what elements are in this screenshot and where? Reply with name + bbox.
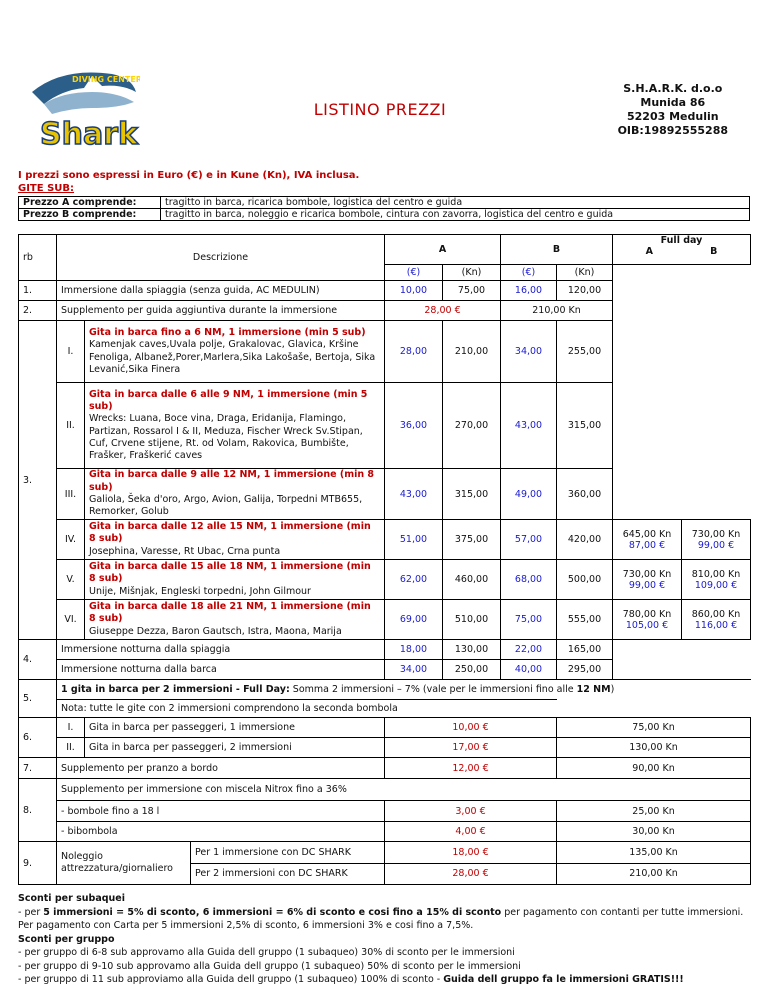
gita-a-eur: 69,00 — [385, 600, 443, 640]
row-7-kn: 90,00 Kn — [557, 758, 751, 779]
row-6-rb: 6. — [19, 718, 57, 758]
row-4-desc: Immersione notturna dalla barca — [57, 660, 385, 680]
gita-fd-a-eur: 99,00 € — [628, 579, 666, 591]
row-2-eur: 28,00 € — [385, 301, 501, 321]
row-5-empty — [557, 700, 751, 718]
intro-currency-note: I prezzi sono espressi in Euro (€) e in Kune (Kn), IVA inclusa. — [18, 170, 360, 181]
gita-desc — [85, 520, 385, 560]
row-6-desc: Gita in barca per passeggeri, 1 immersione — [85, 718, 385, 738]
row-8-head: Supplemento per immersione con miscela Nitrox fino a 36% — [57, 779, 751, 801]
company-street: Munida 86 — [640, 96, 706, 109]
row-2-kn: 210,00 Kn — [501, 301, 613, 321]
shark-logo — [22, 62, 140, 154]
logo-shark-text: Shark — [40, 117, 138, 152]
gita-b-eur: 68,00 — [501, 560, 557, 600]
gita-row — [19, 600, 751, 640]
gita-sites: Galiola, Šeka d'oro, Argo, Avion, Galija, Torpedni MTB655, Remorker, Golub — [89, 494, 363, 518]
row-5-text-d: ) — [610, 684, 615, 695]
row-9-desc: Per 2 immersioni con DC SHARK — [195, 868, 348, 880]
price-a-label: Prezzo A comprende: — [19, 197, 161, 209]
col-rb-header: rb — [19, 235, 57, 281]
intro-section-title: GITE SUB: — [18, 183, 75, 194]
row-8-desc: - bibombola — [57, 822, 385, 842]
price-b-text: tragitto in barca, noleggio e ricarica bombole, cintura con zavorra, logistica del centro e guida — [161, 209, 750, 221]
row-7-eur: 12,00 € — [385, 758, 557, 779]
gita-a-kn: 270,00 — [443, 383, 501, 469]
row-5-text-b: Somma 2 immersioni – 7% (vale per le immersioni fino alle — [289, 684, 577, 695]
gita-fd-b-eur: 99,00 € — [697, 539, 735, 551]
row-9-body — [57, 842, 385, 885]
discount-line-5a: - per gruppo di 11 sub approviamo alla Guida dell gruppo (1 subaqueo) 100% di sconto - — [18, 974, 444, 985]
row-1-b-eur: 16,00 — [501, 281, 557, 301]
discount-notes — [18, 892, 750, 987]
row-1-a-eur: 10,00 — [385, 281, 443, 301]
row-6-eur: 10,00 € — [385, 718, 557, 738]
gita-a-kn: 460,00 — [443, 560, 501, 600]
gita-desc — [85, 600, 385, 640]
row-6-num: I. — [57, 718, 85, 738]
row-6a — [19, 718, 751, 738]
gita-fd-b-kn: 860,00 Kn — [691, 608, 741, 620]
price-definitions — [18, 196, 750, 221]
gita-fd-b-kn: 810,00 Kn — [691, 568, 741, 580]
fd-empty — [682, 660, 751, 680]
row-6-eur: 17,00 € — [385, 738, 557, 758]
gita-row — [19, 520, 751, 560]
discount-line-1c: per pagamento con contanti per tutte immersioni. — [501, 906, 744, 918]
page-title: LISTINO PREZZI — [313, 100, 447, 119]
col-desc-header: Descrizione — [57, 235, 385, 281]
row-7 — [19, 758, 751, 779]
price-a-text: tragitto in barca, ricarica bombole, logistica del centro e guida — [161, 197, 750, 209]
row-9-items — [191, 842, 384, 884]
gita-b-eur: 57,00 — [501, 520, 557, 560]
gita-sites: Kamenjak caves,Uvala polje, Grakalovac, Glavica, Kršine Fenoliga, Albanež,Porer,Marlera,Sika Lakošaše, Bertoja, Sika Levanić,Sika Finera — [89, 339, 376, 375]
gita-fd-a-eur: 87,00 € — [628, 539, 666, 551]
fd-empty — [613, 660, 682, 680]
row-8b — [19, 822, 751, 842]
row-9-eur: 28,00 € — [385, 863, 557, 885]
row-5-text-a: 1 gita in barca per 2 immersioni - Full Day: — [61, 684, 290, 695]
row-5-nota: Nota: tutte le gite con 2 immersioni comprendono la seconda bombola — [57, 700, 557, 718]
gita-b-eur: 49,00 — [501, 469, 557, 520]
fullday-sub — [617, 246, 746, 257]
row-6-desc: Gita in barca per passeggeri, 2 immersioni — [85, 738, 385, 758]
gita-b-kn: 420,00 — [557, 520, 613, 560]
gita-head: Gita in barca dalle 12 alle 15 NM, 1 immersione (min 8 sub) — [89, 521, 371, 545]
discount-line-1b: 5 immersioni = 5% di sconto, 6 immersioni = 6% di sconto e cosi fino a 15% di sconto — [43, 906, 502, 918]
b-eur-header: (€) — [501, 265, 557, 281]
gita-b-eur: 75,00 — [501, 600, 557, 640]
fd-empty — [682, 640, 751, 660]
row-2 — [19, 301, 751, 321]
gita-a-eur: 36,00 — [385, 383, 443, 469]
row-8-kn: 25,00 Kn — [557, 801, 751, 822]
gita-head: Gita in barca dalle 18 alle 21 NM, 1 immersione (min 8 sub) — [89, 601, 371, 625]
gita-desc — [85, 321, 385, 383]
row-6-kn: 130,00 Kn — [557, 738, 751, 758]
gita-head: Gita in barca dalle 15 alle 18 NM, 1 immersione (min 8 sub) — [89, 561, 371, 585]
row-1-a-kn: 75,00 — [443, 281, 501, 301]
gita-a-eur: 62,00 — [385, 560, 443, 600]
b-kn-header: (Kn) — [557, 265, 613, 281]
gita-b-eur: 34,00 — [501, 321, 557, 383]
price-b-row — [19, 209, 750, 221]
row-4-a-kn: 130,00 — [443, 640, 501, 660]
gita-fd-a — [613, 560, 682, 600]
fd-empty — [613, 383, 682, 469]
row-4b — [19, 660, 751, 680]
gita-num: IV. — [57, 520, 85, 560]
gita-fd-a-eur: 105,00 € — [625, 619, 669, 631]
row-1-rb: 1. — [19, 281, 57, 301]
gita-num: VI. — [57, 600, 85, 640]
fullday-b-label: B — [710, 246, 718, 257]
discount-line-1 — [18, 906, 750, 920]
gita-b-eur: 43,00 — [501, 383, 557, 469]
gita-fd-a-kn: 730,00 Kn — [622, 568, 672, 580]
gita-fd-a-kn: 780,00 Kn — [622, 608, 672, 620]
gita-row — [19, 469, 751, 520]
gita-sites: Wrecks: Luana, Boce vina, Draga, Eridanija, Flamingo, Partizan, Rossarol I & II, Meduza, Fischer Wreck Sv.Stipan, Cuf, Crvene stijene, Rt. od Volam, Rakovica, Bumbište, Frašker, Fraškerić caves — [89, 413, 363, 462]
row-8a — [19, 801, 751, 822]
gita-sites: Giuseppe Dezza, Baron Gautsch, Istra, Maona, Marija — [89, 625, 342, 637]
a-kn-header: (Kn) — [443, 265, 501, 281]
row-8-kn: 30,00 Kn — [557, 822, 751, 842]
gita-num: II. — [57, 383, 85, 469]
gita-fd-b-eur: 109,00 € — [694, 579, 738, 591]
header-row-1 — [19, 235, 751, 265]
row-1-b-kn: 120,00 — [557, 281, 613, 301]
row-6-kn: 75,00 Kn — [557, 718, 751, 738]
row-5 — [19, 680, 751, 700]
row-9-eur: 18,00 € — [385, 842, 557, 864]
gita-row — [19, 560, 751, 600]
a-eur-header: (€) — [385, 265, 443, 281]
fd-empty — [613, 469, 682, 520]
col-a-header: A — [385, 235, 501, 265]
row-4-b-kn: 165,00 — [557, 640, 613, 660]
gita-fd-a — [613, 520, 682, 560]
gita-a-eur: 43,00 — [385, 469, 443, 520]
row-4-desc: Immersione notturna dalla spiaggia — [57, 640, 385, 660]
fd-empty — [682, 469, 751, 520]
gita-sites: Josephina, Varesse, Rt Ubac, Crna punta — [89, 545, 281, 557]
discount-line-5b: Guida dell gruppo fa le immersioni GRATIS!!! — [443, 974, 684, 985]
row-4-rb: 4. — [19, 640, 57, 680]
gita-row — [19, 383, 751, 469]
row-4-b-eur: 22,00 — [501, 640, 557, 660]
row-5-text-c: 12 NM — [576, 684, 611, 695]
gita-desc — [85, 383, 385, 469]
price-a-row — [19, 197, 750, 209]
row-4-a-eur: 18,00 — [385, 640, 443, 660]
gita-b-kn: 315,00 — [557, 383, 613, 469]
discount-line-4: - per gruppo di 9-10 sub approvamo alla Guida dell gruppo (1 subaqueo) 50% di sconto per le immersioni — [18, 960, 521, 972]
gita-b-kn: 555,00 — [557, 600, 613, 640]
gita-b-kn: 360,00 — [557, 469, 613, 520]
row-8-head-row — [19, 779, 751, 801]
gita-a-kn: 210,00 — [443, 321, 501, 383]
row-2-desc: Supplemento per guida aggiuntiva durante la immersione — [57, 301, 385, 321]
gita-fd-b-kn: 730,00 Kn — [691, 528, 741, 540]
row-4-a-kn: 250,00 — [443, 660, 501, 680]
company-oib: OIB:19892555288 — [617, 124, 728, 137]
gita-a-kn: 510,00 — [443, 600, 501, 640]
logo-diving-center-text: DIVING CENTER — [72, 75, 140, 84]
fullday-a-label: A — [645, 246, 653, 257]
gita-head: Gita in barca dalle 6 alle 9 NM, 1 immersione (min 5 sub) — [89, 388, 368, 412]
gita-num: I. — [57, 321, 85, 383]
fd-empty — [613, 640, 682, 660]
row-8-desc: - bombole fino a 18 l — [57, 801, 385, 822]
gita-row — [19, 321, 751, 383]
discount-subaquei-title: Sconti per subaquei — [18, 893, 125, 904]
gita-fd-b — [682, 600, 751, 640]
row-4a — [19, 640, 751, 660]
gita-b-kn: 500,00 — [557, 560, 613, 600]
row-5-nota-row — [19, 700, 751, 718]
fd-empty — [613, 265, 682, 281]
row-9-desc: Per 1 immersione con DC SHARK — [191, 842, 384, 864]
fd-empty — [613, 281, 682, 301]
discount-line-3: - per gruppo di 6-8 sub approvamo alla Guida dell gruppo (1 subaqueo) 30% di sconto per le immersioni — [18, 947, 515, 958]
fd-empty — [613, 321, 682, 383]
row-7-rb: 7. — [19, 758, 57, 779]
col-b-header: B — [501, 235, 613, 265]
row-6-num: II. — [57, 738, 85, 758]
gita-num: III. — [57, 469, 85, 520]
gita-fd-b-eur: 116,00 € — [694, 619, 738, 631]
gita-fd-a — [613, 600, 682, 640]
intro — [18, 169, 359, 195]
gita-a-kn: 315,00 — [443, 469, 501, 520]
row-8-rb: 8. — [19, 779, 57, 842]
row-1-desc: Immersione dalla spiaggia (senza guida, AC MEDULIN) — [57, 281, 385, 301]
gita-num: V. — [57, 560, 85, 600]
row-1 — [19, 281, 751, 301]
row-9-label: Noleggio attrezzatura/giornaliero — [57, 842, 191, 884]
discount-line-1a: - per — [18, 906, 44, 918]
gita-desc — [85, 560, 385, 600]
gita-a-eur: 51,00 — [385, 520, 443, 560]
price-table — [18, 234, 751, 885]
discount-line-5 — [18, 973, 750, 987]
row-8-eur: 4,00 € — [385, 822, 557, 842]
fd-empty — [613, 301, 682, 321]
gita-head: Gita in barca dalle 9 alle 12 NM, 1 immersione (min 8 sub) — [89, 469, 375, 493]
row-8-eur: 3,00 € — [385, 801, 557, 822]
company-city: 52203 Medulin — [626, 110, 719, 123]
row-9-rb: 9. — [19, 842, 57, 885]
gita-head: Gita in barca fino a 6 NM, 1 immersione (min 5 sub) — [89, 326, 366, 338]
row-4-a-eur: 34,00 — [385, 660, 443, 680]
fd-empty — [682, 301, 751, 321]
gita-fd-a-kn: 645,00 Kn — [622, 528, 672, 540]
row-5-text — [57, 680, 751, 700]
row-3-rb: 3. — [19, 321, 57, 640]
gita-b-kn: 255,00 — [557, 321, 613, 383]
row-4-b-eur: 40,00 — [501, 660, 557, 680]
gita-sites: Unije, Mišnjak, Engleski torpedni, John Gilmour — [89, 585, 311, 597]
company-info — [618, 82, 728, 138]
price-b-label: Prezzo B comprende: — [19, 209, 161, 221]
fullday-label: Full day — [660, 235, 703, 246]
fd-empty — [682, 265, 751, 281]
row-7-desc: Supplemento per pranzo a bordo — [57, 758, 385, 779]
fd-empty — [682, 321, 751, 383]
gita-desc — [85, 469, 385, 520]
discount-line-2: Per pagamento con Carta per 5 immersioni 2,5% di sconto, 6 immersioni 3% e cosi fino a 7,5%. — [18, 920, 474, 931]
fd-empty — [682, 281, 751, 301]
gita-fd-b — [682, 520, 751, 560]
row-2-rb: 2. — [19, 301, 57, 321]
row-6b — [19, 738, 751, 758]
row-5-rb: 5. — [19, 680, 57, 718]
row-9-kn: 210,00 Kn — [557, 863, 751, 885]
col-fullday-header — [613, 235, 751, 265]
company-name: S.H.A.R.K. d.o.o — [623, 82, 723, 95]
gita-a-kn: 375,00 — [443, 520, 501, 560]
row-9-split — [57, 842, 384, 884]
row-4-b-kn: 295,00 — [557, 660, 613, 680]
fd-empty — [682, 383, 751, 469]
discount-group-title: Sconti per gruppo — [18, 933, 115, 945]
gita-a-eur: 28,00 — [385, 321, 443, 383]
row-9-kn: 135,00 Kn — [557, 842, 751, 864]
gita-fd-b — [682, 560, 751, 600]
row-9a — [19, 842, 751, 864]
